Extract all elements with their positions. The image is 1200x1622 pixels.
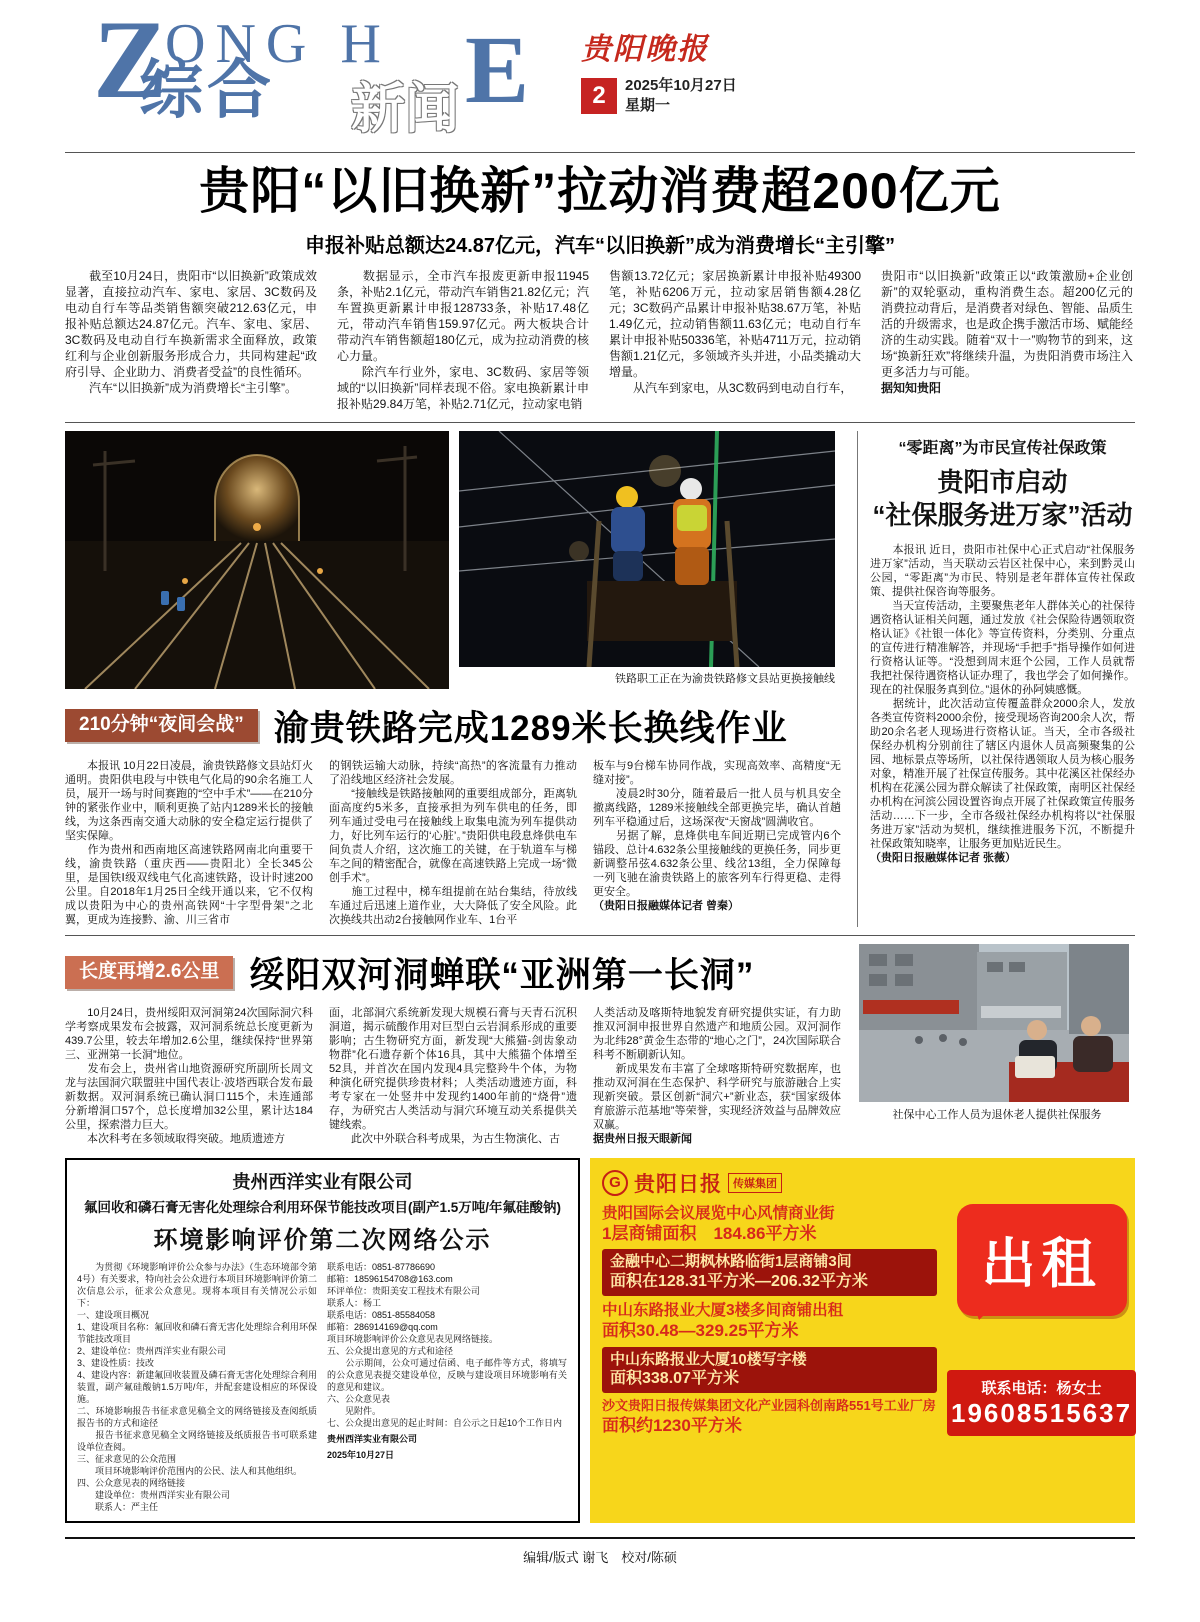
guiyang-daily-logo-icon: G: [602, 1170, 628, 1196]
section-logo: [93, 0, 563, 144]
body-paragraph: 的钢铁运输大动脉，持续“高热”的客流量有力推动了沿线地区经济社会发展。: [329, 759, 577, 786]
vertical-divider: [857, 431, 858, 927]
cave-kicker-badge: 长度再增2.6公里: [65, 956, 233, 989]
section-rule: [65, 935, 1135, 936]
body-paragraph: 板车与9台梯车协同作战，实现高效率、高精度“无缝对接”。: [593, 759, 841, 786]
catenary-workers-photo: [459, 431, 835, 667]
body-paragraph: 据统计，此次活动宣传覆盖群众2000余人，发放各类宣传资料2000余份，接受现场咨询200余人次，帮助20余名老人现场进行资格认证。当天，全市各级社保经办机构分别前往了辖区内退休人员高频聚集的公园、地标景点等场所，以社保待遇领取人员为核心服务对象，精准开展了社保宣传服务。其中花溪区社保经办机构在花溪公园为群众解读了社保政策，南明区社保经办机构在河滨公园设置咨询点开展了社保政策宣传服务活动……下一步，全市各级社保经办机构将以“社保服务进万家”活动为契机，继续推进服务下沉，不断提升社保政策知晓率，让服务更加贴近民生。: [870, 698, 1135, 851]
masthead-rule: [65, 152, 1135, 153]
body-paragraph: 新成果发布丰富了全球喀斯特研究数据库，也推动双河洞在生态保护、科学研究与旅游融合上实现新突破。景区创新“洞穴+”新业态，获“国家级体育旅游示范基地”等荣誉，实现经济效益与品牌效应双赢。: [593, 1062, 841, 1131]
notice-sign-company: 贵州西洋实业有限公司: [327, 1433, 418, 1444]
notice-line: 建设单位：贵州西洋实业有限公司: [77, 1489, 231, 1500]
body-paragraph: 除汽车行业外，家电、3C数码、家居等领域的“以旧换新”同样表现不俗。家电换新累计申报补贴29.84万笔，补贴2.71亿元，拉动家电销: [337, 364, 589, 411]
shebao-title-line2: “社保服务进万家”活动: [872, 500, 1133, 531]
lead-column-2: [337, 268, 589, 412]
body-paragraph: 发布会上，贵州省山地资源研究所副所长周文龙与法国洞穴联盟驻中国代表让·波塔西联合发布最新数据。双河洞系统已确认洞口115个，未连通部分新增洞口57个，总长度增加32公里，累计达184公里，探索潜力巨大。: [65, 1062, 313, 1131]
notice-line: 邮箱：286914169@qq.com: [327, 1321, 438, 1332]
masthead: [65, 0, 1135, 146]
body-paragraph: 面，北部洞穴系统新发现大规模石膏与天青石沉积洞道，揭示硫酸作用对巨型白云岩洞系形成的重要影响；古生物研究方面，新发现“大熊猫-剑齿象动物群”化石遗存新个体16具，其中大熊猫个体增至52具，并首次在国内发现4具完整羚牛个体，为物种演化研究提供珍贵材料；人类活动遗迹方面，科考专家在一处竖井中发现约1400年前的“烧骨”遗存，为研究古人类活动与洞穴环境互动关系提供关键线索。: [329, 1006, 577, 1131]
article-railway: [65, 431, 845, 927]
notice-line: 联系电话：0851-87786690: [327, 1261, 436, 1272]
notice-line: 2、建设单位：贵州西洋实业有限公司: [77, 1345, 227, 1356]
cave-byline: 据贵州日报天眼新闻: [593, 1132, 692, 1145]
body-paragraph: 本报讯 10月22日凌晨，渝贵铁路修文县站灯火通明。贵阳供电段与中铁电气化局的90余名施工人员，展开一场与时间赛跑的“空中手术”——在210分钟的紧张作业中，顺利更换了站内1289米长的接触线，为这条西南交通大动脉的安全稳定运行提供了坚实保障。: [65, 759, 313, 842]
rental-item: 金融中心二期枫林路临街1层商铺3间 面积在128.31平方米—206.32平方米: [602, 1249, 937, 1296]
lead-headline: 贵阳“以旧换新”拉动消费超200亿元: [199, 163, 1001, 219]
logo-letter-z: Z: [93, 0, 168, 122]
lead-column-3: [609, 268, 861, 412]
rental-item: 贵阳国际会议展览中心风情商业街 1层商铺面积 184.86平方米: [602, 1204, 835, 1243]
cave-column-1: [65, 1006, 313, 1146]
rental-contact: [947, 1370, 1136, 1436]
article-shebao: [870, 431, 1135, 927]
body-paragraph: 作为贵州和西南地区高速铁路网南北向重要干线，渝贵铁路（重庆西——贵阳北）全长345公里，是国铁Ⅰ级双线电气化高速铁路，设计时速200公里。自2018年1月25日全线开通以来，它不仅构成以贵阳为中心的贵州高铁网“十字型骨架”之北翼，更成为连接黔、渝、川三省市: [65, 843, 313, 926]
notice-line: 公示期间，公众可通过信函、电子邮件等方式，将填写的公众意见表提交建设单位，反映与建设项目环境影响有关的意见和建议。: [327, 1357, 567, 1392]
lead-column-4: [881, 268, 1133, 412]
paper-name: 贵阳晚报: [581, 33, 709, 66]
editor-credits: 编辑/版式 谢飞 校对/陈硕: [523, 1549, 677, 1565]
body-paragraph: 本报讯 近日，贵阳市社保中心正式启动“社保服务进万家”活动，当天联动云岩区社保中心，来到黔灵山公园，“零距离”为市民、特别是老年群体宣传社保政策、提供社保咨询等服务。: [870, 544, 1135, 599]
railway-tunnel-night-photo: [65, 431, 449, 689]
logo-zonghe-cn: 综合: [139, 54, 275, 126]
cave-headline: 绥阳双河洞蝉联“亚洲第一长洞”: [249, 955, 755, 995]
railway-byline: （贵阳日报融媒体记者 曾秦）: [593, 899, 740, 912]
railway-column-3: [593, 759, 841, 927]
notice-line: 1、建设项目名称：氟回收和磷石膏无害化处理综合利用环保节能技改项目: [77, 1321, 317, 1344]
photo-shebao-street: [859, 944, 1135, 1102]
rental-item: 中山东路报业大厦3楼多间商铺出租 面积30.48—329.25平方米: [602, 1301, 844, 1341]
photo-railway-tunnel: [65, 431, 449, 689]
cave-column-3: [593, 1006, 841, 1146]
body-paragraph: 数据显示，全市汽车报废更新申报11945条，补贴2.1亿元，带动汽车销售21.82亿元；汽车置换更新累计申报128733条，补贴17.48亿元，带动汽车销售159.97亿元。两大板块合计带动汽车销售额超180亿元，成为拉动消费的核心力量。: [337, 268, 589, 363]
railway-kicker-badge: 210分钟“夜间会战”: [65, 709, 258, 742]
body-paragraph: 此次中外联合科考成果，为古生物演化、古: [329, 1132, 560, 1145]
notice-line: 五、公众提出意见的方式和途径: [327, 1345, 454, 1356]
body-paragraph: 施工过程中，梯车组提前在站台集结，待放线车通过后迅速上道作业，大大降低了安全风险。此次换线共出动2台接触网作业车、1台平: [329, 885, 577, 926]
railway-column-1: [65, 759, 313, 927]
logo-letters-ongh: ONG H: [165, 13, 391, 75]
notice-line: 七、公众提出意见的起止时间：自公示之日起10个工作日内: [327, 1417, 563, 1428]
notice-line: 4、建设内容：新建氟回收装置及磷石膏无害化处理综合利用装置，副产氟硅酸钠1.5万吨/年，并配套建设相应的环保设施。: [77, 1369, 317, 1404]
body-paragraph: 当天宣传活动，主要聚焦老年人群体关心的社保待遇资格认证相关问题，通过发放《社会保险待遇领取资格认证》《社银一体化》等宣传资料，分类别、分重点的宣传进行精准解答，并现场“手把手”指导操作如何进行资格认证等。“没想到周末逛个公园，工作人员就帮我把社保待遇资格认证办理了，我也学会了如何操作。现在的社保服务真到位。”退休的孙阿姨感慨。: [870, 600, 1135, 697]
body-paragraph: 截至10月24日，贵阳市“以旧换新”政策成效显著，直接拉动汽车、家电、家居、3C数码及电动自行车等品类销售额突破212.63亿元，申报补贴总额达24.87亿元。汽车、家电、家居、3C数码及电动自行车换新需求全面释放，政策红利与企业创新服务形成合力，共同构建起“政府引导、企业助力、消费者受益”的良性循环。: [65, 268, 317, 379]
paper-info: [581, 18, 737, 115]
notice-line: 一、建设项目概况: [77, 1309, 150, 1320]
rental-item: 中山东路报业大厦10楼写字楼 面积338.07平方米: [602, 1347, 937, 1394]
page-footer: [65, 1537, 1135, 1566]
body-paragraph: 从汽车到家电，从3C数码到电动自行车，: [609, 380, 853, 395]
photo-shebao-block: [859, 944, 1135, 1146]
notice-line: 联系电话：0851-85584058: [327, 1309, 436, 1320]
contact-name: 联系电话：杨女士: [981, 1379, 1102, 1397]
body-paragraph: 汽车“以旧换新”成为消费增长“主引擎”。: [65, 380, 297, 395]
notice-line: 项目环境影响评价范围内的公民、法人和其他组织。: [77, 1465, 303, 1476]
rental-item: 沙文贵阳日报传媒集团文化产业园科创南路551号工业厂房 面积约1230平方米: [602, 1398, 936, 1435]
ad-notice-col-left: [77, 1261, 317, 1513]
article-cave: [65, 944, 845, 1146]
lead-byline: 据知知贵阳: [881, 380, 942, 395]
notice-line: 三、征求意见的公众范围: [77, 1453, 177, 1464]
rent-bubble-text: 出租: [981, 1234, 1102, 1294]
ad-brand-name: 贵阳日报: [634, 1172, 722, 1196]
body-paragraph: 10月24日，贵州绥阳双河洞第24次国际洞穴科学考察成果发布会披露，双河洞系统总长度更新为439.7公里，较去年增加2.6公里，继续保持“世界第三、亚洲第一长洞”地位。: [65, 1006, 313, 1061]
logo-letter-e: E: [465, 16, 530, 123]
notice-line: 为贯彻《环境影响评价公众参与办法》（生态环境部令第4号）有关要求，特向社会公众进行本项目环境影响评价第二次信息公示，征求公众意见。现将本项目有关情况公示如下：: [77, 1261, 317, 1308]
body-paragraph: “接触线是铁路接触网的重要组成部分，距离轨面高度约5米多，直接承担为列车供电的任务，即列车通过受电弓在接触线上取集电流为列车提供动力，好比列车运行的‘心脏’。”贵阳供电段息烽供电车间负责人介绍，这次施工的关键，在于轨道车与梯车之间的精密配合，就像在高速铁路上完成一场“微创手术”。: [329, 787, 577, 884]
notice-line: 联系人：杨工: [327, 1297, 382, 1308]
lead-subhead: 申报补贴总额达24.87亿元，汽车“以旧换新”成为消费增长“主引擎”: [304, 234, 896, 257]
notice-line: 联系人：严主任: [77, 1501, 159, 1512]
shebao-kicker: “零距离”为市民宣传社保政策: [898, 439, 1107, 457]
notice-line: 二、环境影响报告书征求意见稿全文的网络链接及查阅纸质报告书的方式和途径: [77, 1405, 317, 1428]
contact-phone: 19608515637: [951, 1397, 1133, 1428]
railway-headline: 渝贵铁路完成1289米长换线作业: [273, 708, 788, 748]
body-paragraph: 另据了解，息烽供电车间近期已完成管内6个锚段、总计4.632条公里接触线的更换任务，同步更新调整吊弦4.632条公里、线岔13组，全力保障每一列飞驰在渝贵铁路上的旅客列车行得更稳、走得更安全。: [593, 829, 841, 898]
photo-catenary-workers: [459, 431, 835, 667]
railway-column-2: [329, 759, 577, 927]
ad-environmental-notice: [65, 1158, 580, 1523]
page-number-badge: 2: [581, 78, 617, 114]
ad-company-name: 贵州西洋实业有限公司: [232, 1171, 413, 1192]
body-paragraph: 凌晨2时30分，随着最后一批人员与机具安全撤离线路，1289米接触线全部更换完毕，确认首趟列车平稳通过后，这场深夜“天窗战”圆满收官。: [593, 787, 841, 828]
body-paragraph: 售额13.72亿元；家居换新累计申报补贴49300笔，补贴6206万元，拉动家居销售额4.28亿元；3C数码产品累计申报补贴38.67万笔，补贴1.49亿元，拉动销售额11.63亿元；电动自行车累计申报补贴50336笔，补贴4711万元，拉动销售额1.21亿元，多领域齐头并进，小品类撬动大增量。: [609, 268, 861, 379]
article-lead: [65, 163, 1135, 412]
ad-notice-col-right: [327, 1261, 567, 1513]
issue-weekday: 星期一: [625, 96, 671, 114]
notice-line: 3、建设性质：技改: [77, 1357, 155, 1368]
body-paragraph: 人类活动及喀斯特地貌发育研究提供实证，有力助推双河洞申报世界自然遗产和地质公园。双河洞作为北纬28°黄金生态带的“地心之门”，24次国际联合科考不断刷新认知。: [593, 1006, 841, 1061]
photo-workers-block: [459, 431, 835, 689]
notice-line: 见附件。: [327, 1405, 382, 1416]
shebao-title-line1: 贵阳市启动: [937, 466, 1068, 497]
ad-property-rental: [590, 1158, 1135, 1523]
body-paragraph: 本次科考在多领域取得突破。地质遗迹方: [65, 1132, 285, 1145]
notice-line: 四、公众意见表的网络链接: [77, 1477, 186, 1488]
lead-column-1: [65, 268, 317, 412]
photo-caption: 社保中心工作人员为退休老人提供社保服务: [892, 1108, 1102, 1121]
body-paragraph: 贵阳市“以旧换新”政策正以“政策激励+企业创新”的双轮驱动，重构消费生态。超200亿元的消费拉动背后，是消费者对绿色、智能、品质生活的升级需求，也是政企携手激活市场、赋能经济的生动实践。随着“双十一”购物节的到来，这场“换新狂欢”将继续升温，为贵阳消费市场注入更多活力与可能。: [881, 268, 1134, 379]
shebao-byline: （贵阳日报融媒体记者 张薇）: [870, 852, 1017, 865]
logo-xinwen: 新闻: [351, 79, 459, 139]
notice-line: 环评单位：贵阳美安工程技术有限公司: [327, 1285, 481, 1296]
ad-project-name: 氟回收和磷石膏无害化处理综合利用环保节能技改项目(副产1.5万吨/年氟硅酸钠): [83, 1199, 561, 1215]
notice-line: 报告书征求意见稿全文网络链接及纸质报告书可联系建设单位查阅。: [77, 1429, 317, 1452]
cave-column-2: [329, 1006, 577, 1146]
notice-line: 六、公众意见表: [327, 1393, 391, 1404]
notice-line: 邮箱：18596154708@163.com: [327, 1273, 453, 1284]
notice-line: 项目环境影响评价公众意见表见网络链接。: [327, 1333, 499, 1344]
section-rule: [65, 422, 1135, 423]
shebao-street-photo: [859, 944, 1129, 1102]
ad-brand-suffix: 传媒集团: [728, 1173, 782, 1193]
photo-caption: 铁路职工正在为渝贵铁路修文县站更换接触线: [615, 672, 835, 685]
rent-bubble: [957, 1204, 1127, 1316]
issue-date: 2025年10月27日: [625, 77, 737, 94]
notice-sign-date: 2025年10月27日: [327, 1449, 395, 1460]
ad-notice-title: 环境影响评价第二次网络公示: [153, 1226, 492, 1254]
